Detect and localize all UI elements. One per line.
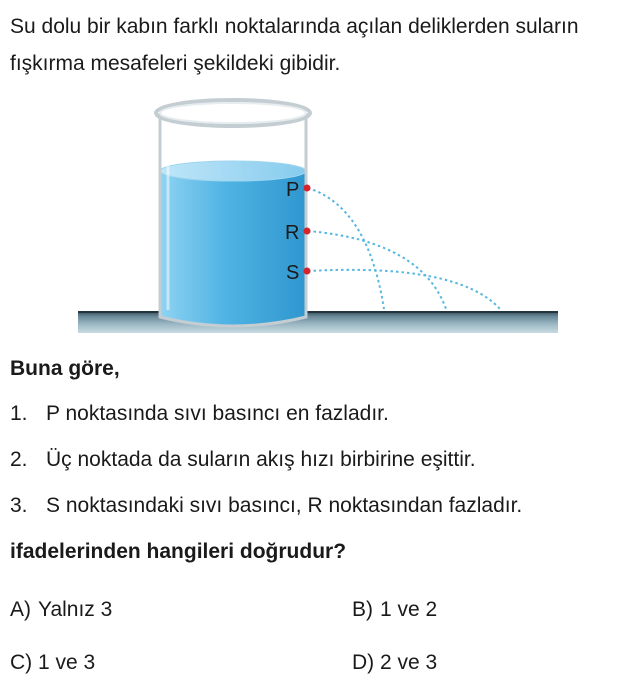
- jet-s: [308, 270, 500, 309]
- label-r: R: [285, 222, 300, 244]
- table-surface: [78, 311, 558, 333]
- statement-3: [10, 494, 522, 518]
- beaker-illustration: [0, 95, 640, 345]
- label-p: P: [286, 179, 300, 201]
- question-ask: ifadelerinden hangileri doğrudur?: [10, 540, 347, 563]
- option-text: 1 ve 3: [38, 651, 96, 674]
- question-lead: Buna göre,: [10, 357, 120, 380]
- jet-r: [308, 231, 446, 309]
- hole-s: [304, 268, 311, 275]
- statement-number: 1.: [10, 402, 28, 425]
- option-letter: A): [10, 598, 31, 621]
- statement-text: Üç noktada da suların akış hızı birbirine eşittir.: [46, 448, 476, 471]
- statement-text: S noktasındaki sıvı basıncı, R noktasından fazladır.: [46, 494, 523, 517]
- option-b[interactable]: [352, 598, 437, 622]
- option-a[interactable]: [10, 598, 112, 622]
- option-c[interactable]: [10, 651, 95, 675]
- option-letter: C): [10, 651, 33, 674]
- hole-p: [304, 185, 311, 192]
- option-text: Yalnız 3: [38, 598, 113, 621]
- hole-r: [304, 228, 311, 235]
- jet-p: [308, 188, 384, 309]
- statement-1: [10, 402, 389, 426]
- water-column: [160, 171, 306, 326]
- beaker-figure: [0, 95, 640, 345]
- statement-2: [10, 448, 476, 472]
- label-s: S: [286, 262, 300, 284]
- option-letter: D): [352, 651, 375, 674]
- statement-number: 3.: [10, 494, 28, 517]
- option-letter: B): [352, 598, 373, 621]
- option-text: 2 ve 3: [380, 651, 438, 674]
- statement-number: 2.: [10, 448, 28, 471]
- question-intro: Su dolu bir kabın farklı noktalarında açılan deliklerden suların fışkırma mesafeleri şekildeki gibidir.: [10, 15, 579, 75]
- option-text: 1 ve 2: [380, 598, 438, 621]
- statement-text: P noktasında sıvı basıncı en fazladır.: [46, 402, 389, 425]
- option-d[interactable]: [352, 651, 437, 675]
